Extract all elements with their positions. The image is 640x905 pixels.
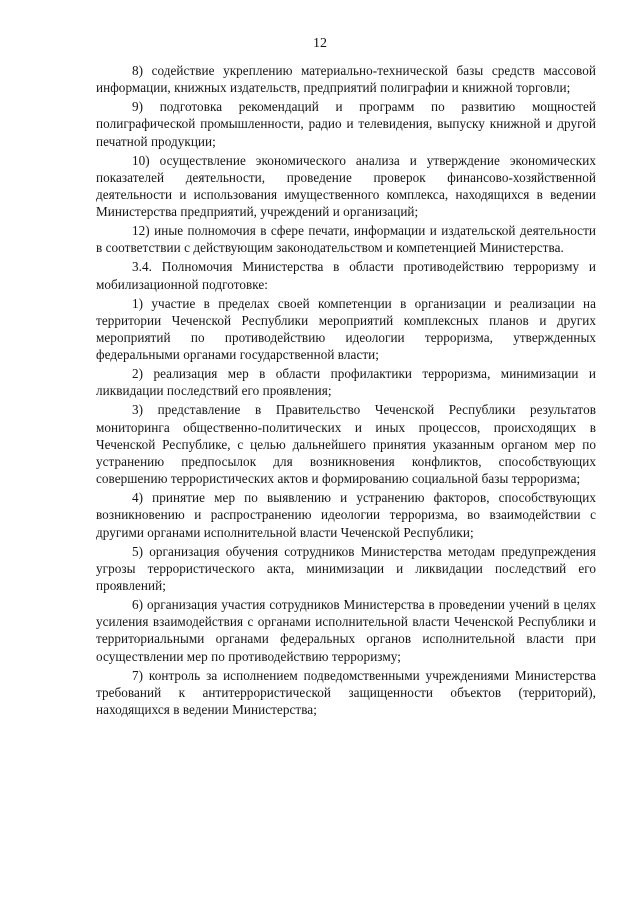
paragraph-item-2: 2) реализация мер в области профилактики терроризма, минимизации и ликвидации последствий его проявления; <box>96 366 596 399</box>
paragraph-item-5: 5) организация обучения сотрудников Министерства методам предупреждения угрозы террористического акта, минимизации и ликвидации последствий его проявлений; <box>96 543 596 594</box>
paragraph-item-6: 6) организация участия сотрудников Министерства в проведении учений в целях усиления взаимодействия с органами исполнительной власти Чеченской Республики и территориальными органами федеральных органов исполнительной власти при осуществлении мер по противодействию терроризму; <box>96 597 596 664</box>
paragraph-item-3: 3) представление в Правительство Чеченской Республики результатов мониторинга общественно-политических и иных процессов, происходящих в Чеченской Республике, с целью дальнейшего принятия указанным органом мер по устранению предпосылок для возникновения конфликтов, способствующих совершению террористических актов и формированию социальной базы терроризма; <box>96 402 596 487</box>
paragraph-item-1: 1) участие в пределах своей компетенции в организации и реализации на территории Чеченской Республики мероприятий комплексных планов и других мероприятий по противодействию идеологии терроризма, утвержденных федеральными органами государственной власти; <box>96 295 596 363</box>
paragraph-item-10: 10) осуществление экономического анализа и утверждение экономических показателей деятельности, проведение проверок финансово-хозяйственной деятельности и использования имущественного комплекса, находящихся в ведении Министерства предприятий, учреждений и организаций; <box>96 152 596 220</box>
section-heading-3-4: 3.4. Полномочия Министерства в области противодействию терроризму и мобилизационной подготовке: <box>96 259 596 292</box>
paragraph-item-4: 4) принятие мер по выявлению и устранению факторов, способствующих возникновению и распространению идеологии терроризма, во взаимодействии с другими органами исполнительной власти Чеченской Республики; <box>96 490 596 540</box>
page-number: 12 <box>313 36 327 51</box>
paragraph-item-9: 9) подготовка рекомендаций и программ по развитию мощностей полиграфической промышленности, радио и телевидения, выпуску книжной и другой печатной продукции; <box>96 99 596 149</box>
paragraph-item-8: 8) содействие укреплению материально-технической базы средств массовой информации, книжных издательств, предприятий полиграфии и книжной торговли; <box>96 63 596 96</box>
paragraph-item-12: 12) иные полномочия в сфере печати, информации и издательской деятельности в соответствии с действующим законодательством и компетенцией Министерства. <box>96 223 596 256</box>
paragraph-item-7: 7) контроль за исполнением подведомственными учреждениями Министерства требований к антитеррористической защищенности объектов (территорий), находящихся в ведении Министерства; <box>96 667 596 718</box>
document-body <box>96 62 596 720</box>
